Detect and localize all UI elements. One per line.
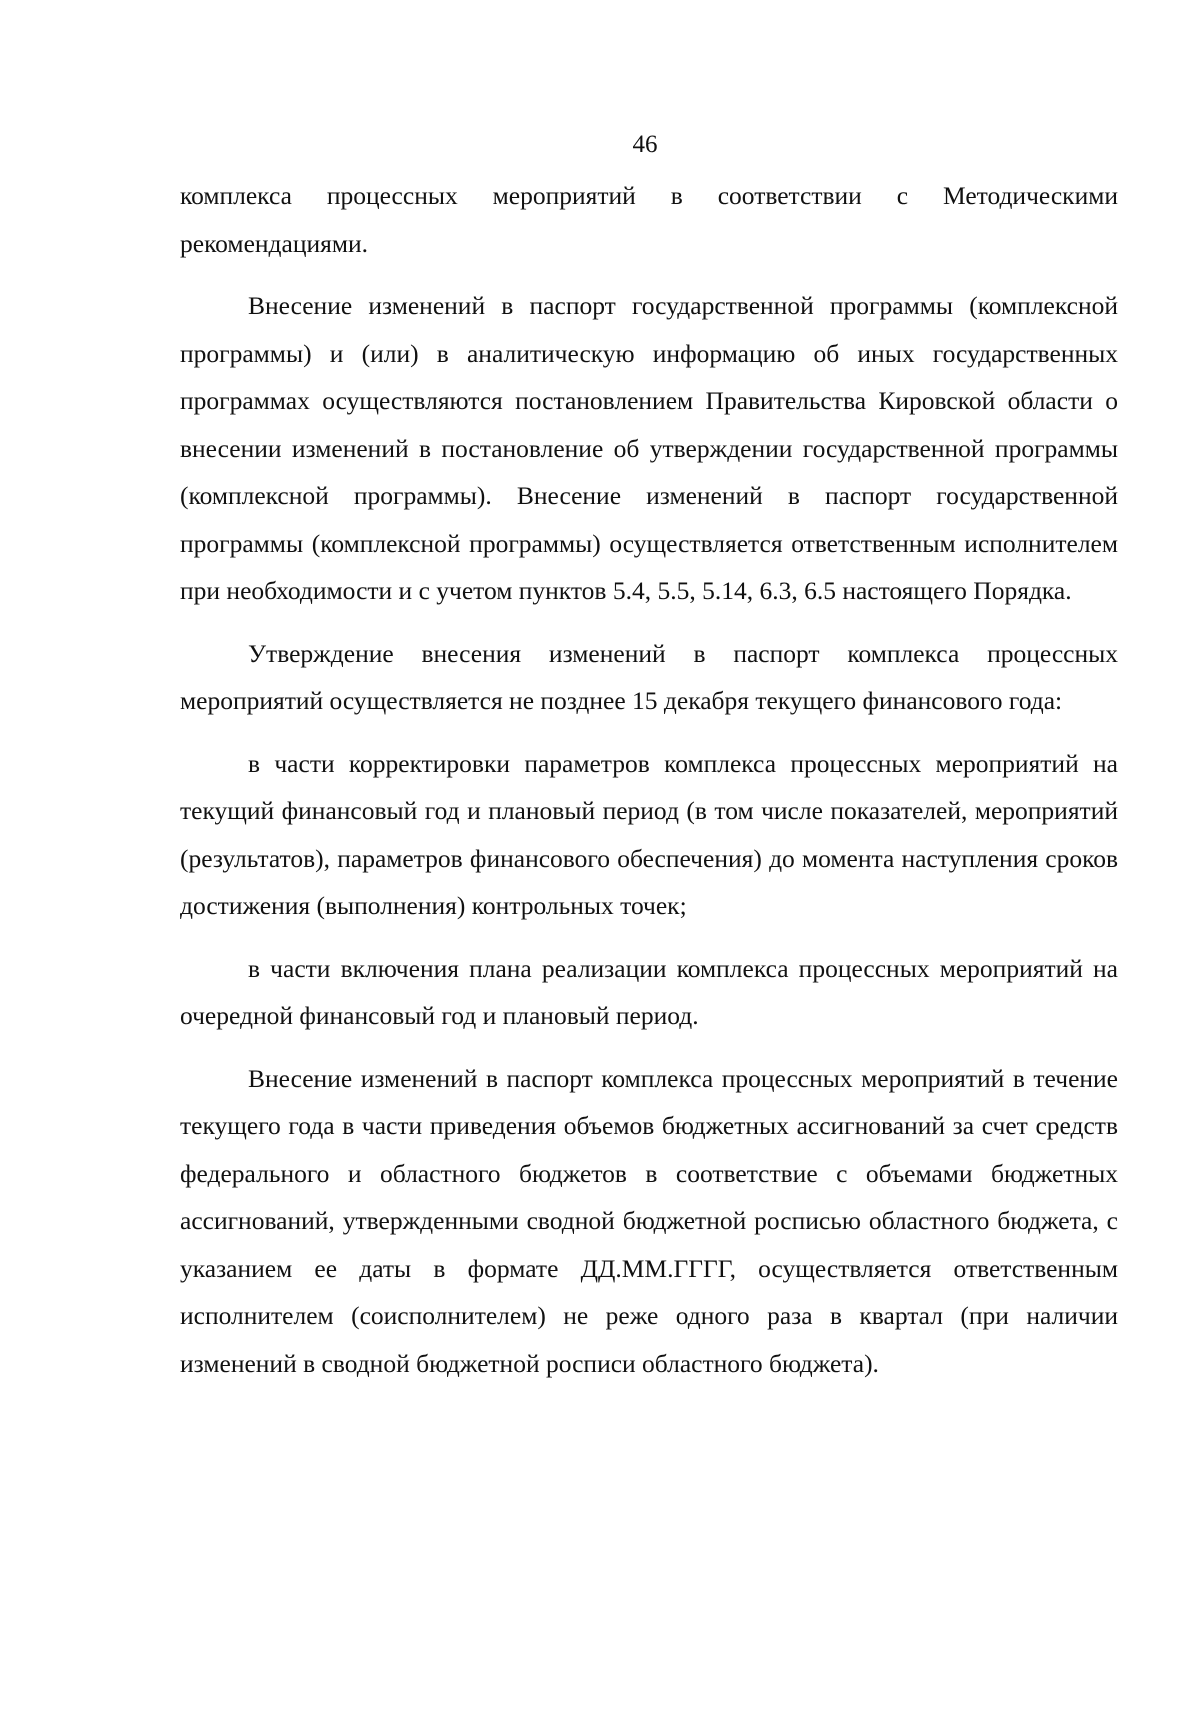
paragraph-parameter-adjustment: в части корректировки параметров комплекса процессных мероприятий на текущий финансовый год и плановый период (в том числе показателей, мероприятий (результатов), параметров финансового обеспечения) до момента наступления сроков достижения (выполнения) контрольных точек; <box>180 748 1118 920</box>
paragraph-budget-alignment: Внесение изменений в паспорт комплекса процессных мероприятий в течение текущего года в части приведения объемов бюджетных ассигнований за счет средств федерального и областного бюджетов в соответствие с объемами бюджетных ассигнований, утвержденными сводной бюджетной росписью областного бюджета, с указанием ее даты в формате ДД.ММ.ГГГГ, осуществляется ответственным исполнителем (соисполнителем) не реже одного раза в квартал (при наличии изменений в сводной бюджетной росписи областного бюджета). <box>180 1063 1118 1378</box>
page-number: 46 <box>632 131 658 158</box>
paragraph-approval-deadline: Утверждение внесения изменений в паспорт комплекса процессных мероприятий осуществляется не позднее 15 декабря текущего финансового года: <box>180 638 1118 715</box>
document-body <box>180 172 1118 1387</box>
paragraph-continuation: комплекса процессных мероприятий в соответствии с Методическими рекомендациями. <box>180 181 1118 258</box>
paragraph-plan-inclusion: в части включения плана реализации комплекса процессных мероприятий на очередной финансовый год и плановый период. <box>180 953 1118 1030</box>
paragraph-passport-changes: Внесение изменений в паспорт государственной программы (комплексной программы) и (или) в аналитическую информацию об иных государственных программах осуществляются постановлением Правительства Кировской области о внесении изменений в постановление об утверждении государственной программы (комплексной программы). Внесение изменений в паспорт государственной программы (комплексной программы) осуществляется ответственным исполнителем при необходимости и с учетом пунктов 5.4, 5.5, 5.14, 6.3, 6.5 настоящего Порядка. <box>180 291 1118 605</box>
